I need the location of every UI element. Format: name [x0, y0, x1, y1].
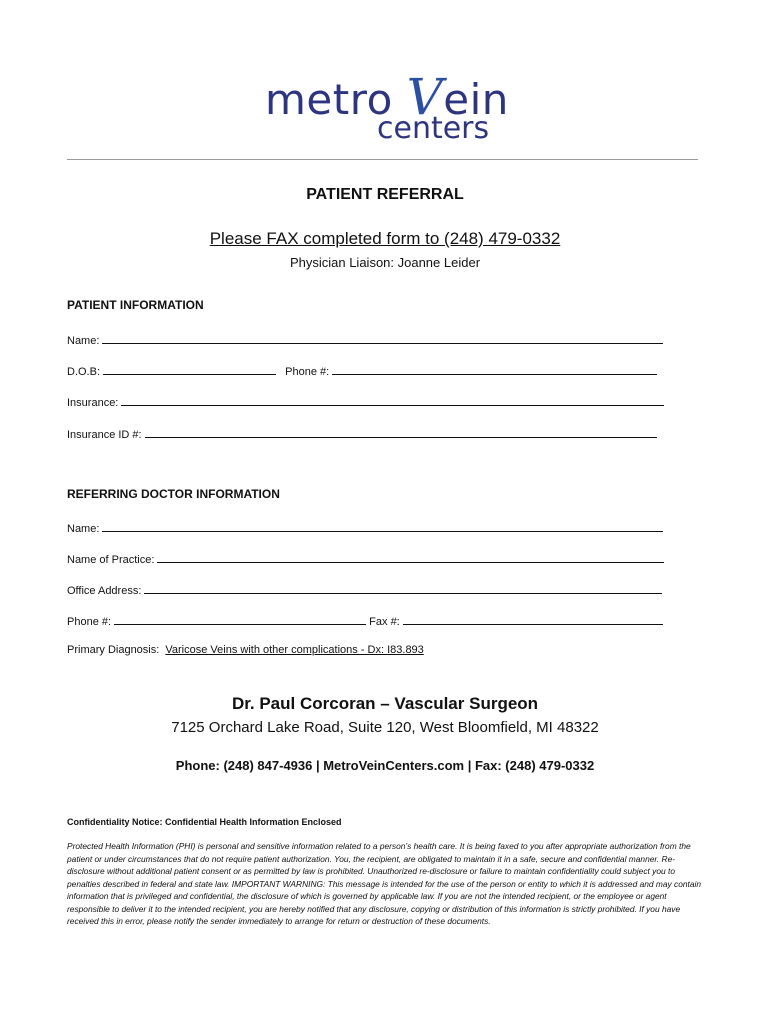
- fax-instruction: Please FAX completed form to (248) 479-0332: [209, 229, 561, 248]
- logo-line-2: centers: [377, 111, 490, 146]
- doctor-address-field[interactable]: [144, 582, 662, 594]
- surgeon-address: 7125 Orchard Lake Road, Suite 120, West Bloomfield, MI 48322: [171, 719, 599, 736]
- doctor-practice-row: Name of Practice:: [67, 551, 707, 566]
- doctor-phone-fax-row: Phone #: Fax #:: [67, 613, 707, 628]
- patient-insurance-field[interactable]: [121, 394, 664, 406]
- doctor-name-row: Name:: [67, 520, 707, 535]
- patient-insurance-row: Insurance:: [67, 394, 707, 409]
- doctor-info-heading: REFERRING DOCTOR INFORMATION: [67, 487, 280, 501]
- patient-phone-field[interactable]: [332, 363, 657, 375]
- patient-insurance-id-field[interactable]: [145, 426, 657, 438]
- doctor-address-row: Office Address:: [67, 582, 707, 597]
- patient-dob-field[interactable]: [103, 363, 276, 375]
- patient-info-heading: PATIENT INFORMATION: [67, 298, 204, 312]
- surgeon-name: Dr. Paul Corcoran – Vascular Surgeon: [231, 694, 539, 713]
- patient-name-row: Name:: [67, 332, 707, 347]
- doctor-practice-field[interactable]: [157, 551, 664, 563]
- doctor-phone-field[interactable]: [114, 613, 366, 625]
- confidentiality-title: Confidentiality Notice: Confidential Health Information Enclosed: [67, 817, 342, 827]
- surgeon-contact: Phone: (248) 847-4936 | MetroVeinCenters.com | Fax: (248) 479-0332: [175, 758, 595, 773]
- metro-vein-centers-logo: [265, 50, 515, 145]
- patient-name-field[interactable]: [102, 332, 663, 344]
- doctor-fax-field[interactable]: [403, 613, 663, 625]
- physician-liaison: Physician Liaison: Joanne Leider: [289, 255, 481, 270]
- patient-dob-phone-row: D.O.B: Phone #:: [67, 363, 707, 378]
- doctor-name-field[interactable]: [102, 520, 663, 532]
- primary-diagnosis-value: Varicose Veins with other complications - Dx: I83.893: [165, 644, 424, 656]
- form-title: PATIENT REFERRAL: [306, 186, 464, 203]
- patient-insurance-id-row: Insurance ID #:: [67, 426, 707, 441]
- logo-line-1: metro Vein: [265, 68, 509, 126]
- confidentiality-body: Protected Health Information (PHI) is personal and sensitive information related to a person’s health care. It is being faxed to you after appropriate authorization from the patient or under circumstances that do not require patient authorization. You, the recipient, are obligated to maintain it in a safe, secure and confidential manner. Re-disclosure without additional patient consent or as permitted by law is prohibited. Unauthorized re-disclosure or failure to maintain confidentiality could subject you to penalties described in federal and state law. IMPORTANT WARNING: This message is intended for the use of the person or entity to which it is addressed and may contain information that is privileged and confidential, the disclosure of which is governed by applicable law. If you are not the intended recipient, or the employee or agent responsible to deliver it to the intended recipient, you are hereby notified that any disclosure, copying or distribution of this information is strictly prohibited. If you have received this in error, please notify the sender immediately to arrange for return or destruction of these documents.: [67, 841, 702, 926]
- primary-diagnosis-row: Primary Diagnosis: Varicose Veins with other complications - Dx: I83.893: [67, 644, 424, 656]
- header-divider: [67, 159, 698, 160]
